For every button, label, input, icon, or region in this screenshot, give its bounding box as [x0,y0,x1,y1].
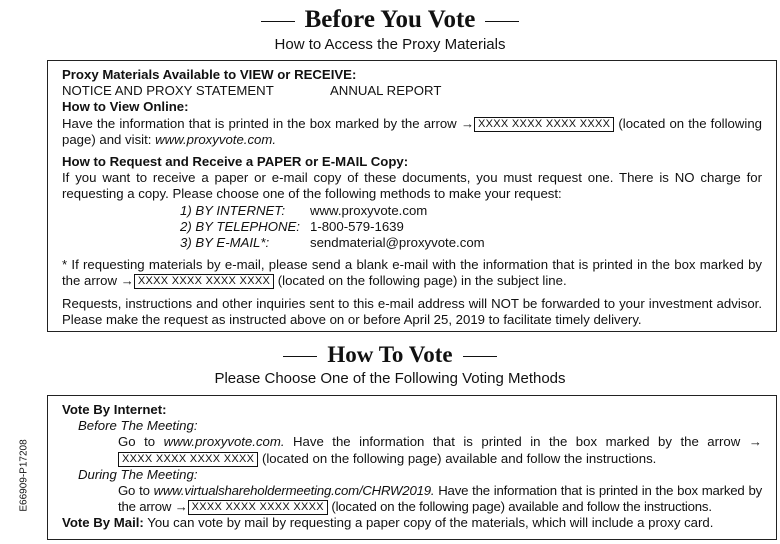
method-value[interactable]: www.proxyvote.com [310,202,428,218]
before-url-link[interactable]: www.proxyvote.com. [163,434,285,450]
control-number-box: XXXX XXXX XXXX XXXX [134,274,274,289]
request-heading: How to Request and Receive a PAPER or E-MAIL Copy: [62,154,409,170]
method-value[interactable]: sendmaterial@proxyvote.com [310,235,485,251]
arrow-icon: → [120,273,134,289]
vote-internet-heading: Vote By Internet: [62,402,167,417]
method-label: 3) BY E-MAIL*: [180,235,270,251]
voting-methods-subtitle: Please Choose One of the Following Voting Methods [214,370,566,387]
title-rule-right [463,356,497,357]
view-online-text [62,116,762,148]
how-to-vote-title [0,342,780,368]
title-text: How To Vote [327,342,453,367]
inquiries-text: Requests, instructions and other inquiries sent to this e-mail address will NOT be forwarded to your investment advisor. Please make the request as instructed above on or before April 25, 2019 to facilitate timely delivery. [62,295,762,327]
title-rule-left [261,21,295,22]
view-url-link[interactable]: www.proxyvote.com. [155,131,277,147]
before-meeting-text [62,434,762,466]
vote-mail-text: You can vote by mail by requesting a paper copy of the materials, which will include a proxy card. [147,515,714,531]
during-url-link[interactable]: www.virtualshareholdermeeting.com/CHRW2019. [153,483,435,499]
title-text: Before You Vote [304,6,476,33]
request-text: If you want to receive a paper or e-mail copy of these documents, you must request one. There is NO charge for requesting a copy. Please choose one of the following methods to make your request: [62,170,762,202]
arrow-icon: → [460,115,475,131]
view-text-a: Have the information that is printed in the box marked by the arrow [62,115,457,131]
during-text-a: Go to [118,483,150,499]
control-number-box: XXXX XXXX XXXX XXXX [188,500,328,515]
during-meeting-label: During The Meeting: [78,466,198,482]
method-telephone [180,219,762,235]
arrow-icon: → [174,499,188,515]
vote-mail-line [62,515,762,531]
during-meeting-text [62,483,762,515]
documents-line [62,83,762,99]
method-internet [180,203,762,219]
title-rule-left [283,356,317,357]
during-text-b: Have the information that is printed in the box marked by the arrow [118,483,762,515]
email-note-a: * If requesting materials by e-mail, please send a blank e-mail with the information that is printed in the box marked by the arrow [62,257,762,289]
view-online-heading: How to View Online: [62,99,189,115]
email-note [62,257,762,289]
method-label: 2) BY TELEPHONE: [180,218,300,234]
access-subtitle: How to Access the Proxy Materials [274,36,506,53]
doc-notice: NOTICE AND PROXY STATEMENT [62,83,274,99]
email-note-b: (located on the following page) in the subject line. [277,273,567,289]
side-document-code: E66909-P17208 [18,439,30,512]
title-rule-right [485,21,519,22]
voting-methods-box [47,395,777,540]
proxy-materials-box [47,60,777,332]
doc-annual-report: ANNUAL REPORT [330,83,442,99]
method-label: 1) BY INTERNET: [180,202,286,218]
before-text-b: Have the information that is printed in the box marked by the arrow [293,434,741,450]
before-meeting-label: Before The Meeting: [78,418,198,434]
method-email [180,235,762,251]
request-methods [180,203,762,252]
before-text-a: Go to [118,434,156,450]
method-value[interactable]: 1-800-579-1639 [310,218,404,234]
before-you-vote-title [0,6,780,34]
arrow-icon: → [748,434,762,450]
control-number-box: XXXX XXXX XXXX XXXX [474,117,614,132]
before-text-c: (located on the following page) available and follow the instructions. [261,450,657,466]
during-text-c: (located on the following page) available and follow the instructions. [331,499,712,515]
materials-heading: Proxy Materials Available to VIEW or RECEIVE: [62,67,357,82]
view-text-b: (located on the following page) and visit: [62,115,762,147]
control-number-box: XXXX XXXX XXXX XXXX [118,452,258,467]
vote-mail-heading: Vote By Mail: [62,515,144,531]
